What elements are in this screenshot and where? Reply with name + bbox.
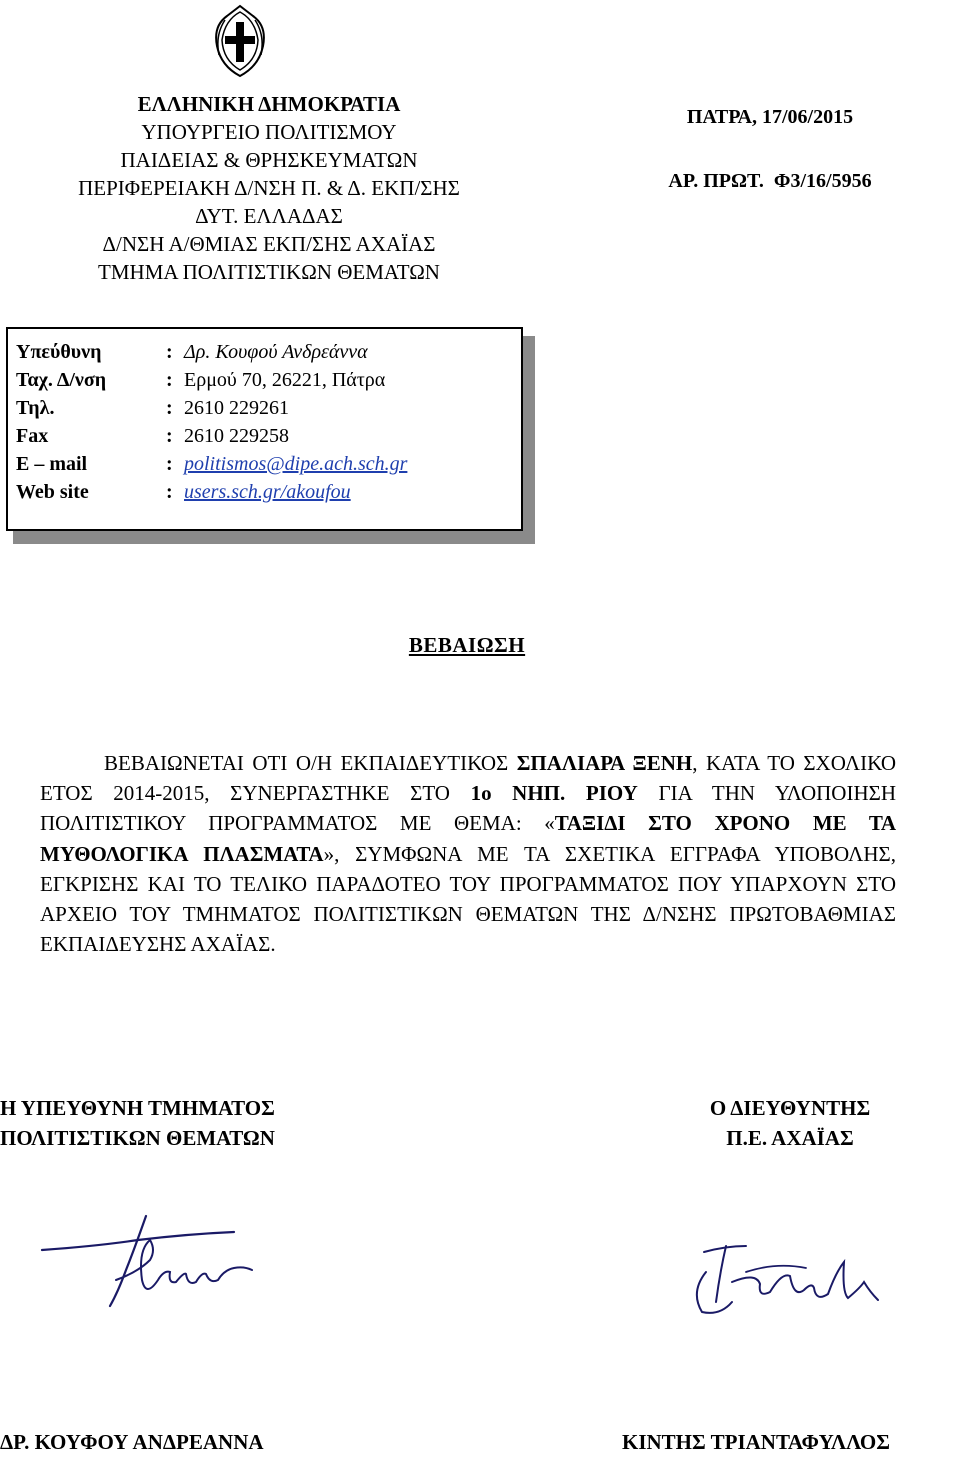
protocol-label: ΑΡ. ΠΡΩΤ.: [668, 170, 764, 192]
protocol-number: [640, 170, 900, 193]
contact-label: Υπεύθυνη: [16, 341, 102, 363]
contact-row-website: Web site : users.sch.gr/akoufou: [16, 478, 351, 506]
contact-row-responsible: Υπεύθυνη : Δρ. Κουφού Ανδρεάννα: [16, 338, 368, 366]
certificate-body: ΒΕΒΑΙΩΝΕΤΑΙ ΟΤΙ Ο/Η ΕΚΠΑΙΔΕΥΤΙΚΟΣ ΣΠΑΛΙΑΡΑ ΞΕΝΗ, ΚΑΤΑ ΤΟ ΣΧΟΛΙΚΟ ΕΤΟΣ 2014-2015, ΣΥΝΕΡΓΑΣΤΗΚΕ ΣΤΟ 1ο ΝΗΠ. ΡΙΟΥ ΓΙΑ ΤΗΝ ΥΛΟΠΟΙΗΣΗ ΠΟΛΙΤΙΣΤΙΚΟΥ ΠΡΟΓΡΑΜΜΑΤΟΣ ΜΕ ΘΕΜΑ: «ΤΑΞΙΔΙ ΣΤΟ ΧΡΟΝΟ ΜΕ ΤΑ ΜΥΘΟΛΟΓΙΚΑ ΠΛΑΣΜΑΤΑ», ΣΥΜΦΩΝΑ ΜΕ ΤΑ ΣΧΕΤΙΚΑ ΕΓΓΡΑΦΑ ΥΠΟΒΟΛΗΣ, ΕΓΚΡΙΣΗΣ ΚΑΙ ΤΟ ΤΕΛΙΚΟ ΠΑΡΑΔΟΤΕΟ ΤΟΥ ΠΡΟΓΡΑΜΜΑΤΟΣ ΠΟΥ ΥΠΑΡΧΟΥΝ ΣΤΟ ΑΡΧΕΙΟ ΤΟΥ ΤΜΗΜΑΤΟΣ ΠΟΛΙΤΙΣΤΙΚΩΝ ΘΕΜΑΤΩΝ ΤΗΣ Δ/ΝΣΗΣ ΠΡΩΤΟΒΑΘΜΙΑΣ ΕΚΠΑΙΔΕΥΣΗΣ ΑΧΑΪΑΣ.: [40, 751, 896, 957]
contact-label: Fax: [16, 425, 49, 447]
left-signature-icon: [38, 1210, 298, 1310]
header-line-department: ΤΜΗΜΑ ΠΟΛΙΤΙΣΤΙΚΩΝ ΘΕΜΑΤΩΝ: [98, 260, 440, 284]
contact-value: Ερμού 70, 26221, Πάτρα: [184, 369, 386, 391]
issuer-header: [20, 90, 518, 286]
contact-value: 2610 229258: [184, 425, 289, 447]
contact-value: 2610 229261: [184, 397, 289, 419]
right-signatory-name: ΚΙΝΤΗΣ ΤΡΙΑΝΤΑΦΥΛΛΟΣ: [622, 1430, 890, 1454]
teacher-name: ΣΠΑΛΙΑΡΑ ΞΕΝΗ: [516, 751, 693, 775]
header-line-ministry: ΥΠΟΥΡΓΕΙΟ ΠΟΛΙΤΙΣΜΟΥ: [141, 120, 397, 144]
contact-label: E – mail: [16, 453, 88, 475]
left-signatory-name: ΔΡ. ΚΟΥΦΟΥ ΑΝΔΡΕΑΝΝΑ: [0, 1430, 264, 1454]
contact-row-email: E – mail : politismos@dipe.ach.sch.gr: [16, 450, 407, 478]
program-theme: ΤΑΞΙΔΙ ΣΤΟ ΧΡΟΝΟ ΜΕ ΤΑ ΜΥΘΟΛΟΓΙΚΑ ΠΛΑΣΜΑΤΑ: [40, 811, 896, 866]
right-signature-icon: [686, 1232, 896, 1322]
contact-label: Ταχ. Δ/νση: [16, 369, 107, 391]
left-signatory-title: Η ΥΠΕΥΘΥΝΗ ΤΜΗΜΑΤΟΣ ΠΟΛΙΤΙΣΤΙΚΩΝ ΘΕΜΑΤΩΝ: [0, 1096, 275, 1150]
contact-label: Τηλ.: [16, 397, 55, 419]
school-name: 1ο ΝΗΠ. ΡΙΟΥ: [470, 781, 638, 806]
contact-row-address: Ταχ. Δ/νση : Ερμού 70, 26221, Πάτρα: [16, 366, 385, 394]
contact-row-phone: Τηλ. : 2610 229261: [16, 394, 289, 422]
document-title: ΒΕΒΑΙΩΣΗ: [408, 633, 526, 657]
header-line-region: ΔΥΤ. ΕΛΛΑΔΑΣ: [195, 204, 343, 228]
header-line-directorate: Δ/ΝΣΗ Α/ΘΜΙΑΣ ΕΚΠ/ΣΗΣ ΑΧΑΪΑΣ: [102, 232, 436, 256]
place-date: ΠΑΤΡΑ, 17/06/2015: [686, 106, 854, 128]
contact-value: Δρ. Κουφού Ανδρεάννα: [184, 341, 368, 363]
contact-row-fax: Fax : 2610 229258: [16, 422, 289, 450]
greek-coat-of-arms-icon: [205, 0, 275, 80]
email-link[interactable]: politismos@dipe.ach.sch.gr: [184, 453, 408, 475]
header-line-regional: ΠΕΡΙΦΕΡΕΙΑΚΗ Δ/ΝΣΗ Π. & Δ. ΕΚΠ/ΣΗΣ: [78, 176, 460, 200]
header-line-republic: ΕΛΛΗΝΙΚΗ ΔΗΜΟΚΡΑΤΙΑ: [137, 92, 401, 116]
header-line-ministry-2: ΠΑΙΔΕΙΑΣ & ΘΡΗΣΚΕΥΜΑΤΩΝ: [120, 148, 418, 172]
right-signatory-title: Ο ΔΙΕΥΘΥΝΤΗΣ Π.Ε. ΑΧΑΪΑΣ: [709, 1096, 871, 1150]
contact-label: Web site: [16, 481, 89, 503]
protocol-value: Φ3/16/5956: [773, 170, 872, 192]
website-link[interactable]: users.sch.gr/akoufou: [184, 481, 351, 503]
